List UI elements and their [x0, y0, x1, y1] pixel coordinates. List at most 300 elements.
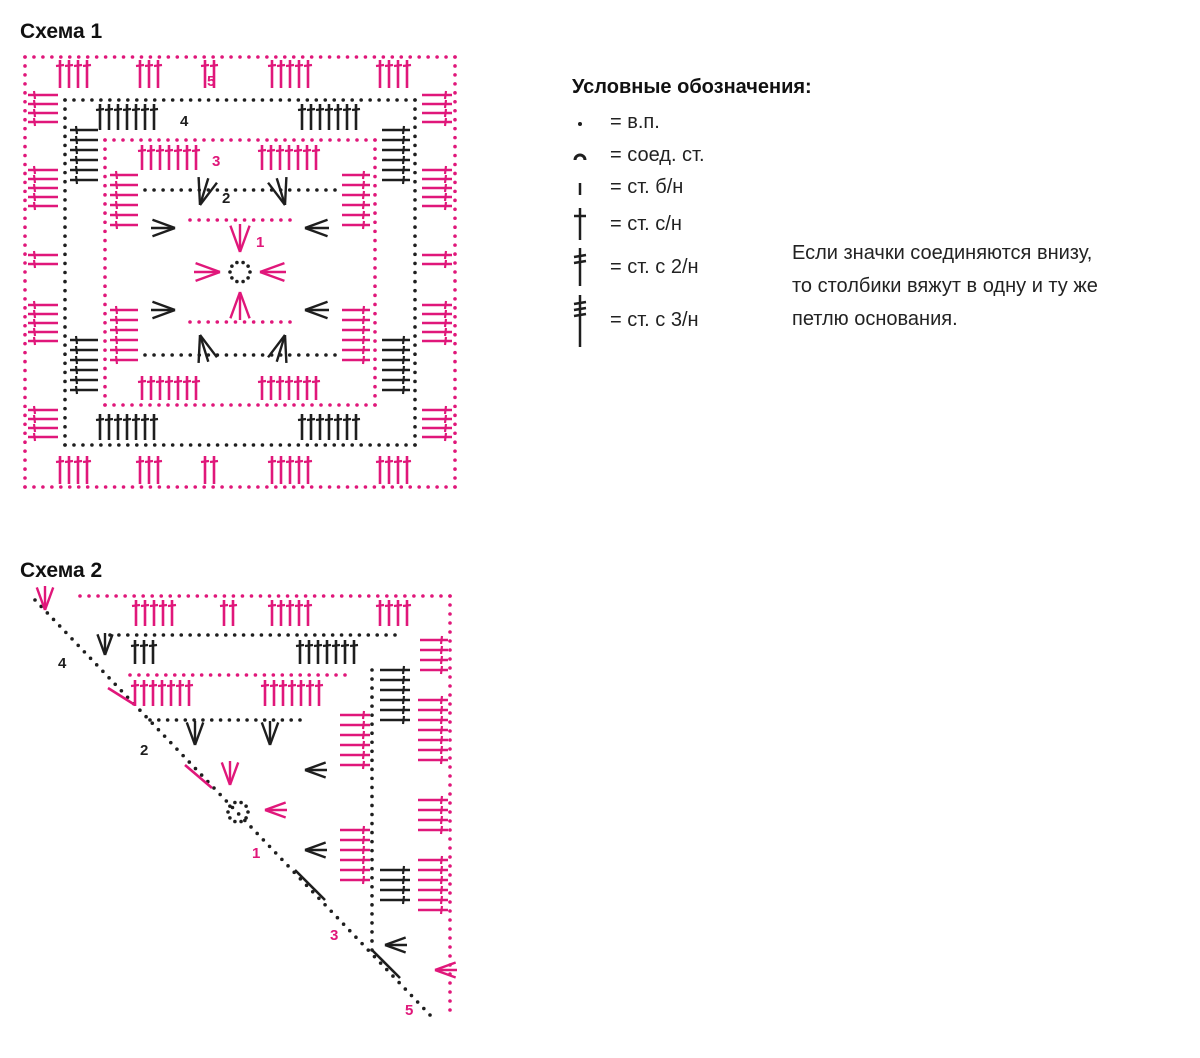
stitch-fan — [305, 310, 328, 318]
chain-stitch — [103, 376, 107, 380]
chain-stitch — [370, 921, 374, 925]
chain-stitch — [113, 682, 117, 686]
crossbar — [116, 306, 117, 314]
chain-stitch — [373, 184, 377, 188]
chain-stitch — [417, 485, 421, 489]
chain-stitch — [358, 633, 362, 637]
chain-stitch — [448, 729, 452, 733]
chain-stitch — [359, 98, 363, 102]
chain-stitch — [197, 188, 201, 192]
crossbar — [116, 201, 117, 209]
chain-stitch — [453, 288, 457, 292]
chain-stitch — [128, 673, 132, 677]
round-number-3: 3 — [212, 153, 221, 170]
chain-stitch — [181, 754, 185, 758]
chain-stitch — [453, 351, 457, 355]
chain-stitch — [23, 440, 27, 444]
chain-stitch — [377, 98, 381, 102]
crossbar — [116, 171, 117, 179]
chain-stitch — [289, 718, 293, 722]
chain-stitch — [211, 403, 215, 407]
round-number-3: 3 — [330, 927, 339, 944]
crossbar — [123, 109, 131, 110]
chain-stitch — [228, 718, 232, 722]
crossbar — [403, 65, 411, 66]
chain-stitch — [121, 138, 125, 142]
chain-stitch — [323, 903, 327, 907]
stitch-fan — [195, 722, 203, 745]
chain-stitch — [314, 443, 318, 447]
chain-stitch — [184, 138, 188, 142]
chain-stitch — [373, 138, 377, 142]
chain-stitch — [103, 339, 107, 343]
stitch-fan — [196, 263, 220, 272]
chain-stitch — [413, 189, 417, 193]
chain-stitch — [103, 358, 107, 362]
chain-stitch — [148, 403, 152, 407]
chain-stitch — [252, 218, 256, 222]
chain-stitch — [167, 55, 171, 59]
crossbar — [363, 731, 364, 739]
chain-stitch — [202, 138, 206, 142]
chain-stitch — [152, 188, 156, 192]
chain-stitch — [413, 243, 417, 247]
chain-stitch — [329, 909, 333, 913]
chain-stitch — [132, 594, 136, 598]
chain-stitch — [23, 458, 27, 462]
crossbar — [441, 706, 442, 714]
chain-stitch — [413, 234, 417, 238]
chain-stitch — [234, 188, 238, 192]
chain-stitch — [413, 289, 417, 293]
chain-stitch — [274, 403, 278, 407]
chain-stitch — [413, 162, 417, 166]
chain-stitch — [331, 594, 335, 598]
chain-stitch — [413, 361, 417, 365]
chain-stitch — [413, 225, 417, 229]
chain-stitch — [238, 485, 242, 489]
crossbar — [441, 716, 442, 724]
crossbar — [394, 461, 402, 462]
chain-stitch — [184, 403, 188, 407]
chain-stitch — [349, 594, 353, 598]
chain-stitch — [453, 467, 457, 471]
chain-stitch — [370, 786, 374, 790]
chain-stitch — [270, 188, 274, 192]
chain-stitch — [448, 657, 452, 661]
chain-stitch — [448, 945, 452, 949]
chain-stitch — [435, 55, 439, 59]
crossbar — [445, 415, 446, 423]
crossbar — [312, 381, 320, 382]
chain-stitch — [63, 262, 67, 266]
chain-stitch — [301, 403, 305, 407]
stitch-fan — [305, 228, 328, 236]
chain-stitch — [373, 485, 377, 489]
chain-stitch — [261, 443, 265, 447]
chain-stitch — [103, 394, 107, 398]
chain-stitch — [413, 153, 417, 157]
chain-stitch — [191, 673, 195, 677]
chain-stitch — [63, 316, 67, 320]
chain-stitch — [234, 98, 238, 102]
chain-stitch — [370, 759, 374, 763]
chain-stitch — [288, 320, 292, 324]
chain-stitch — [237, 812, 241, 816]
chain-stitch — [63, 162, 67, 166]
crossbar — [445, 100, 446, 108]
crossbar — [159, 605, 167, 606]
chain-stitch — [256, 403, 260, 407]
chain-stitch — [157, 728, 161, 732]
crossbar — [441, 746, 442, 754]
chain-stitch — [252, 353, 256, 357]
crossbar — [363, 221, 364, 229]
chain-stitch — [219, 718, 223, 722]
chain-stitch — [63, 207, 67, 211]
chain-stitch — [319, 403, 323, 407]
chain-stitch — [63, 234, 67, 238]
crossbar — [145, 461, 153, 462]
crossbar — [441, 866, 442, 874]
chain-stitch — [247, 485, 251, 489]
crossbar — [363, 741, 364, 749]
crossbar — [363, 191, 364, 199]
chain-stitch — [215, 218, 219, 222]
chain-stitch — [370, 695, 374, 699]
crossbar — [445, 260, 446, 268]
stitch-fan — [240, 226, 250, 252]
crossbar — [34, 328, 35, 336]
chain-stitch — [63, 216, 67, 220]
note-text — [792, 237, 1182, 336]
chain-stitch — [373, 248, 377, 252]
chain-stitch — [346, 55, 350, 59]
stitch-fan — [260, 272, 284, 281]
chain-stitch — [340, 633, 344, 637]
chain-stitch — [319, 138, 323, 142]
chain-stitch — [244, 816, 248, 820]
chain-stitch — [122, 55, 126, 59]
chain-stitch — [413, 135, 417, 139]
chain-stitch — [235, 261, 239, 265]
chain-stitch — [269, 633, 273, 637]
crossbar — [34, 100, 35, 108]
crossbar — [285, 150, 293, 151]
chain-stitch — [144, 715, 148, 719]
chain-stitch — [63, 116, 67, 120]
chain-stitch — [246, 264, 250, 268]
crossbar — [363, 711, 364, 719]
chain-stitch — [193, 55, 197, 59]
chain-stitch — [246, 276, 250, 280]
chain-stitch — [63, 107, 67, 111]
crossbar — [286, 65, 294, 66]
chain-stitch — [373, 330, 377, 334]
scheme-2-diagram — [33, 586, 457, 1019]
chain-stitch — [189, 443, 193, 447]
crossbar — [445, 118, 446, 126]
chain-stitch — [112, 138, 116, 142]
chain-stitch — [228, 270, 232, 274]
crossbar — [268, 461, 276, 462]
chain-stitch — [117, 98, 121, 102]
chain-stitch — [50, 55, 54, 59]
chain-stitch — [158, 55, 162, 59]
chain-stitch — [173, 673, 177, 677]
chain-stitch — [448, 828, 452, 832]
chain-stitch — [391, 974, 395, 978]
crossbar — [445, 193, 446, 201]
chain-stitch — [215, 633, 219, 637]
chain-stitch — [360, 942, 364, 946]
chain-stitch — [448, 801, 452, 805]
chain-stitch — [373, 385, 377, 389]
chain-stitch — [135, 443, 139, 447]
chain-stitch — [103, 403, 107, 407]
chain-stitch — [453, 145, 457, 149]
crossbar — [132, 109, 140, 110]
chain-stitch — [207, 98, 211, 102]
chain-stitch — [220, 403, 224, 407]
crossbar — [363, 836, 364, 844]
chain-stitch — [103, 202, 107, 206]
chain-stitch — [214, 594, 218, 598]
chain-stitch — [149, 55, 153, 59]
crossbar — [176, 685, 184, 686]
chain-stitch — [301, 55, 305, 59]
crossbar — [325, 109, 333, 110]
crossbar — [123, 419, 131, 420]
crossbar — [174, 381, 182, 382]
chain-stitch — [256, 55, 260, 59]
chain-stitch — [453, 440, 457, 444]
chain-stitch — [242, 633, 246, 637]
round-number-4: 4 — [58, 655, 67, 672]
chain-stitch — [23, 234, 27, 238]
chain-stitch — [63, 135, 67, 139]
chain-stitch — [243, 320, 247, 324]
chain-stitch — [306, 188, 310, 192]
chain-stitch — [139, 138, 143, 142]
chain-stitch — [63, 443, 67, 447]
chain-stitch — [220, 55, 224, 59]
chain-stitch — [180, 98, 184, 102]
chain-stitch — [306, 443, 310, 447]
crossbar — [403, 666, 404, 674]
chain-stitch — [171, 98, 175, 102]
stitch-fan — [230, 292, 240, 318]
chain-stitch — [279, 320, 283, 324]
crossbar — [34, 260, 35, 268]
crossbar — [34, 251, 35, 259]
crossbar — [276, 381, 284, 382]
chain-stitch — [448, 900, 452, 904]
chain-stitch — [370, 858, 374, 862]
chain-stitch — [103, 303, 107, 307]
chain-stitch — [453, 431, 457, 435]
chain-stitch — [63, 416, 67, 420]
chain-stitch — [373, 403, 377, 407]
chain-stitch — [81, 443, 85, 447]
crossbar — [304, 605, 312, 606]
crossbar — [34, 337, 35, 345]
chain-stitch — [247, 403, 251, 407]
chain-stitch — [336, 916, 340, 920]
scheme-1-title: Схема 1 — [20, 20, 103, 43]
chain-stitch — [355, 138, 359, 142]
chain-stitch — [448, 810, 452, 814]
chain-stitch — [163, 734, 167, 738]
chain-stitch — [413, 207, 417, 211]
chain-stitch — [286, 594, 290, 598]
legend-item-double-crochet — [572, 205, 772, 245]
chain-stitch — [373, 166, 377, 170]
chain-stitch — [143, 353, 147, 357]
stitch-fan — [152, 220, 175, 228]
crossbar — [138, 381, 146, 382]
crossbar — [403, 876, 404, 884]
chain-stitch — [444, 55, 448, 59]
crossbar — [294, 150, 302, 151]
chain-stitch — [229, 138, 233, 142]
chain-stitch — [63, 144, 67, 148]
chain-stitch — [370, 749, 374, 753]
chain-stitch — [89, 657, 93, 661]
chain-stitch — [170, 353, 174, 357]
chain-stitch — [413, 352, 417, 356]
chain-stitch — [68, 485, 72, 489]
chain-stitch — [155, 673, 159, 677]
chain-stitch — [76, 644, 80, 648]
crossbar — [441, 886, 442, 894]
chain-stitch — [197, 218, 201, 222]
chain-stitch — [453, 458, 457, 462]
chain-stitch — [23, 449, 27, 453]
round-number-2: 2 — [222, 190, 231, 207]
chain-stitch — [413, 343, 417, 347]
crossbar — [441, 726, 442, 734]
chain-stitch — [162, 633, 166, 637]
chain-stitch — [230, 264, 234, 268]
crossbar — [76, 176, 77, 184]
chain-stitch — [413, 253, 417, 257]
chain-stitch — [23, 127, 27, 131]
chain-stitch — [254, 718, 258, 722]
scheme-2-title: Схема 2 — [20, 559, 103, 582]
chain-stitch — [370, 930, 374, 934]
chain-stitch — [256, 485, 260, 489]
chain-stitch — [207, 188, 211, 192]
chain-stitch — [63, 271, 67, 275]
crossbar — [116, 356, 117, 364]
chain-stitch — [63, 280, 67, 284]
chain-stitch — [453, 270, 457, 274]
chain-stitch — [202, 485, 206, 489]
crossbar — [149, 685, 157, 686]
legend-item-double-treble-crochet — [572, 293, 772, 349]
crossbar — [168, 605, 176, 606]
chain-stitch — [384, 633, 388, 637]
note-line: петлю основания. — [792, 308, 958, 330]
chain-stitch — [373, 284, 377, 288]
chain-stitch — [313, 633, 317, 637]
chain-stitch — [288, 218, 292, 222]
crossbar — [403, 461, 411, 462]
crossbar — [403, 706, 404, 714]
chain-stitch — [292, 138, 296, 142]
chain-stitch — [453, 118, 457, 122]
chain-stitch — [233, 633, 237, 637]
chain-stitch — [243, 98, 247, 102]
chain-stitch — [233, 801, 237, 805]
crossbar — [363, 326, 364, 334]
crossbar — [210, 65, 218, 66]
chain-stitch — [364, 55, 368, 59]
crossbar — [76, 346, 77, 354]
crossbar — [334, 419, 342, 420]
chain-stitch — [167, 485, 171, 489]
chain-stitch — [328, 403, 332, 407]
chain-stitch — [453, 127, 457, 131]
crossbar — [403, 346, 404, 354]
chain-stitch — [453, 378, 457, 382]
chain-stitch — [448, 720, 452, 724]
chain-stitch — [245, 718, 249, 722]
chain-stitch — [250, 594, 254, 598]
chain-stitch — [370, 903, 374, 907]
chain-stitch — [126, 98, 130, 102]
chain-stitch — [225, 353, 229, 357]
chain-stitch — [23, 172, 27, 176]
chain-stitch — [448, 711, 452, 715]
chain-stitch — [375, 633, 379, 637]
crossbar — [270, 685, 278, 686]
crossbar — [316, 109, 324, 110]
crossbar — [229, 605, 237, 606]
chain-stitch — [23, 261, 27, 265]
chain-stitch — [313, 594, 317, 598]
chain-stitch — [453, 55, 457, 59]
crossbar — [445, 337, 446, 345]
chain-stitch — [337, 55, 341, 59]
chain-stitch — [23, 100, 27, 104]
chain-stitch — [310, 138, 314, 142]
chain-stitch — [175, 747, 179, 751]
crossbar — [445, 433, 446, 441]
slip-stitch-icon — [572, 140, 602, 170]
crossbar — [210, 461, 218, 462]
chain-stitch — [281, 718, 285, 722]
chain-stitch — [280, 858, 284, 862]
chain-stitch — [120, 689, 124, 693]
chain-stitch — [448, 630, 452, 634]
chain-stitch — [448, 918, 452, 922]
chain-stitch — [453, 315, 457, 319]
chain-stitch — [448, 702, 452, 706]
note-line: Если значки соединяются внизу, — [792, 242, 1093, 264]
chain-stitch — [265, 403, 269, 407]
chain-stitch — [126, 443, 130, 447]
crossbar — [441, 736, 442, 744]
chain-stitch — [315, 353, 319, 357]
chain-stitch — [238, 403, 242, 407]
chain-stitch — [23, 207, 27, 211]
chain-stitch — [277, 633, 281, 637]
crossbar — [141, 419, 149, 420]
chain-stitch — [153, 98, 157, 102]
crossbar — [34, 319, 35, 327]
